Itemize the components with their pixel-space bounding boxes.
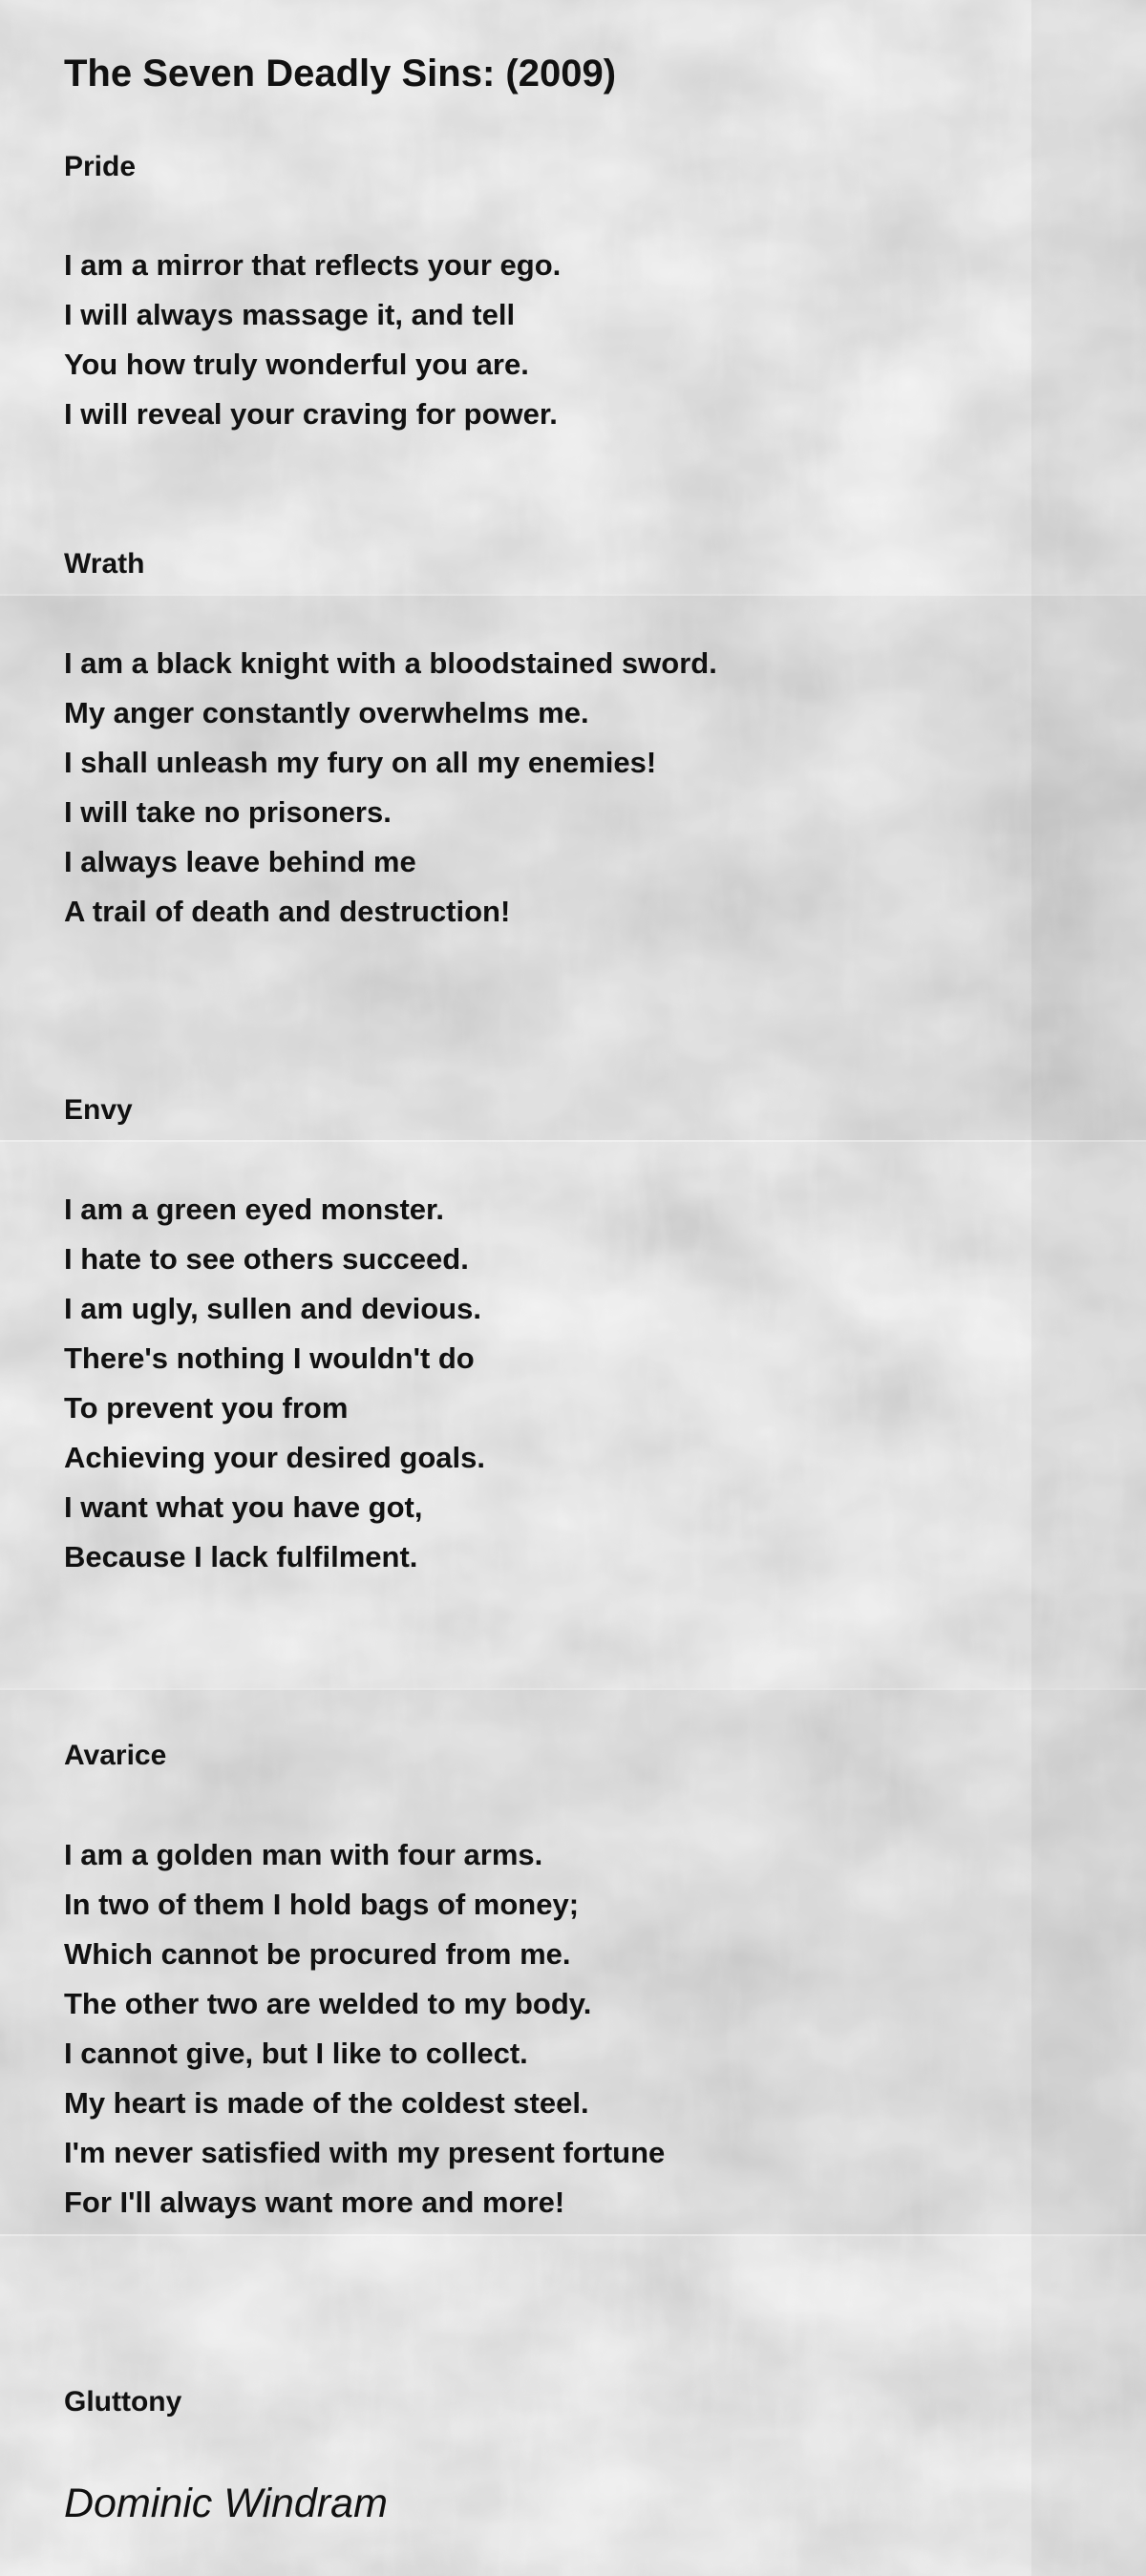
poem-line: I am a black knight with a bloodstained sword. [64,646,717,680]
poem-line: For I'll always want more and more! [64,2185,565,2219]
section-heading-envy: Envy [64,1094,133,1126]
poem-line: I'm never satisfied with my present fortune [64,2136,666,2169]
section-heading-wrath: Wrath [64,548,145,580]
poem-line: In two of them I hold bags of money; [64,1888,580,1921]
section-heading-pride: Pride [64,151,137,182]
stanza-avarice [64,1830,665,2228]
poem-line: I will reveal your craving for power. [64,397,558,431]
poem-line: My anger constantly overwhelms me. [64,696,589,729]
poem-line: I am a green eyed monster. [64,1193,445,1226]
section-heading-avarice: Avarice [64,1740,167,1771]
poem-line: I will take no prisoners. [64,795,392,829]
section-heading-gluttony: Gluttony [64,2386,182,2418]
poem-line: I will always massage it, and tell [64,298,516,331]
poem-line: Which cannot be procured from me. [64,1937,571,1971]
poem-line: You how truly wonderful you are. [64,348,529,381]
poem-line: To prevent you from [64,1391,349,1425]
poem-line: I hate to see others succeed. [64,1242,469,1276]
poem-line: There's nothing I wouldn't do [64,1341,475,1375]
poem-line: My heart is made of the coldest steel. [64,2086,589,2120]
stanza-envy [64,1185,485,1582]
poem-line: Achieving your desired goals. [64,1441,486,1474]
poem-line: I am a mirror that reflects your ego. [64,248,562,282]
poem-line: The other two are welded to my body. [64,1987,592,2020]
poem-line: I am ugly, sullen and devious. [64,1292,481,1325]
poem-line: I shall unleash my fury on all my enemies! [64,746,657,779]
poem-title: The Seven Deadly Sins: (2009) [64,53,617,95]
poem-line: I want what you have got, [64,1490,423,1524]
poem-line: I am a golden man with four arms. [64,1838,543,1871]
poem-line: I always leave behind me [64,845,416,878]
stanza-pride [64,241,561,439]
poem-line: I cannot give, but I like to collect. [64,2037,528,2070]
poem-line: A trail of death and destruction! [64,895,511,928]
author-name: Dominic Windram [64,2481,388,2526]
poem-line: Because I lack fulfilment. [64,1540,418,1573]
stanza-wrath [64,639,717,937]
